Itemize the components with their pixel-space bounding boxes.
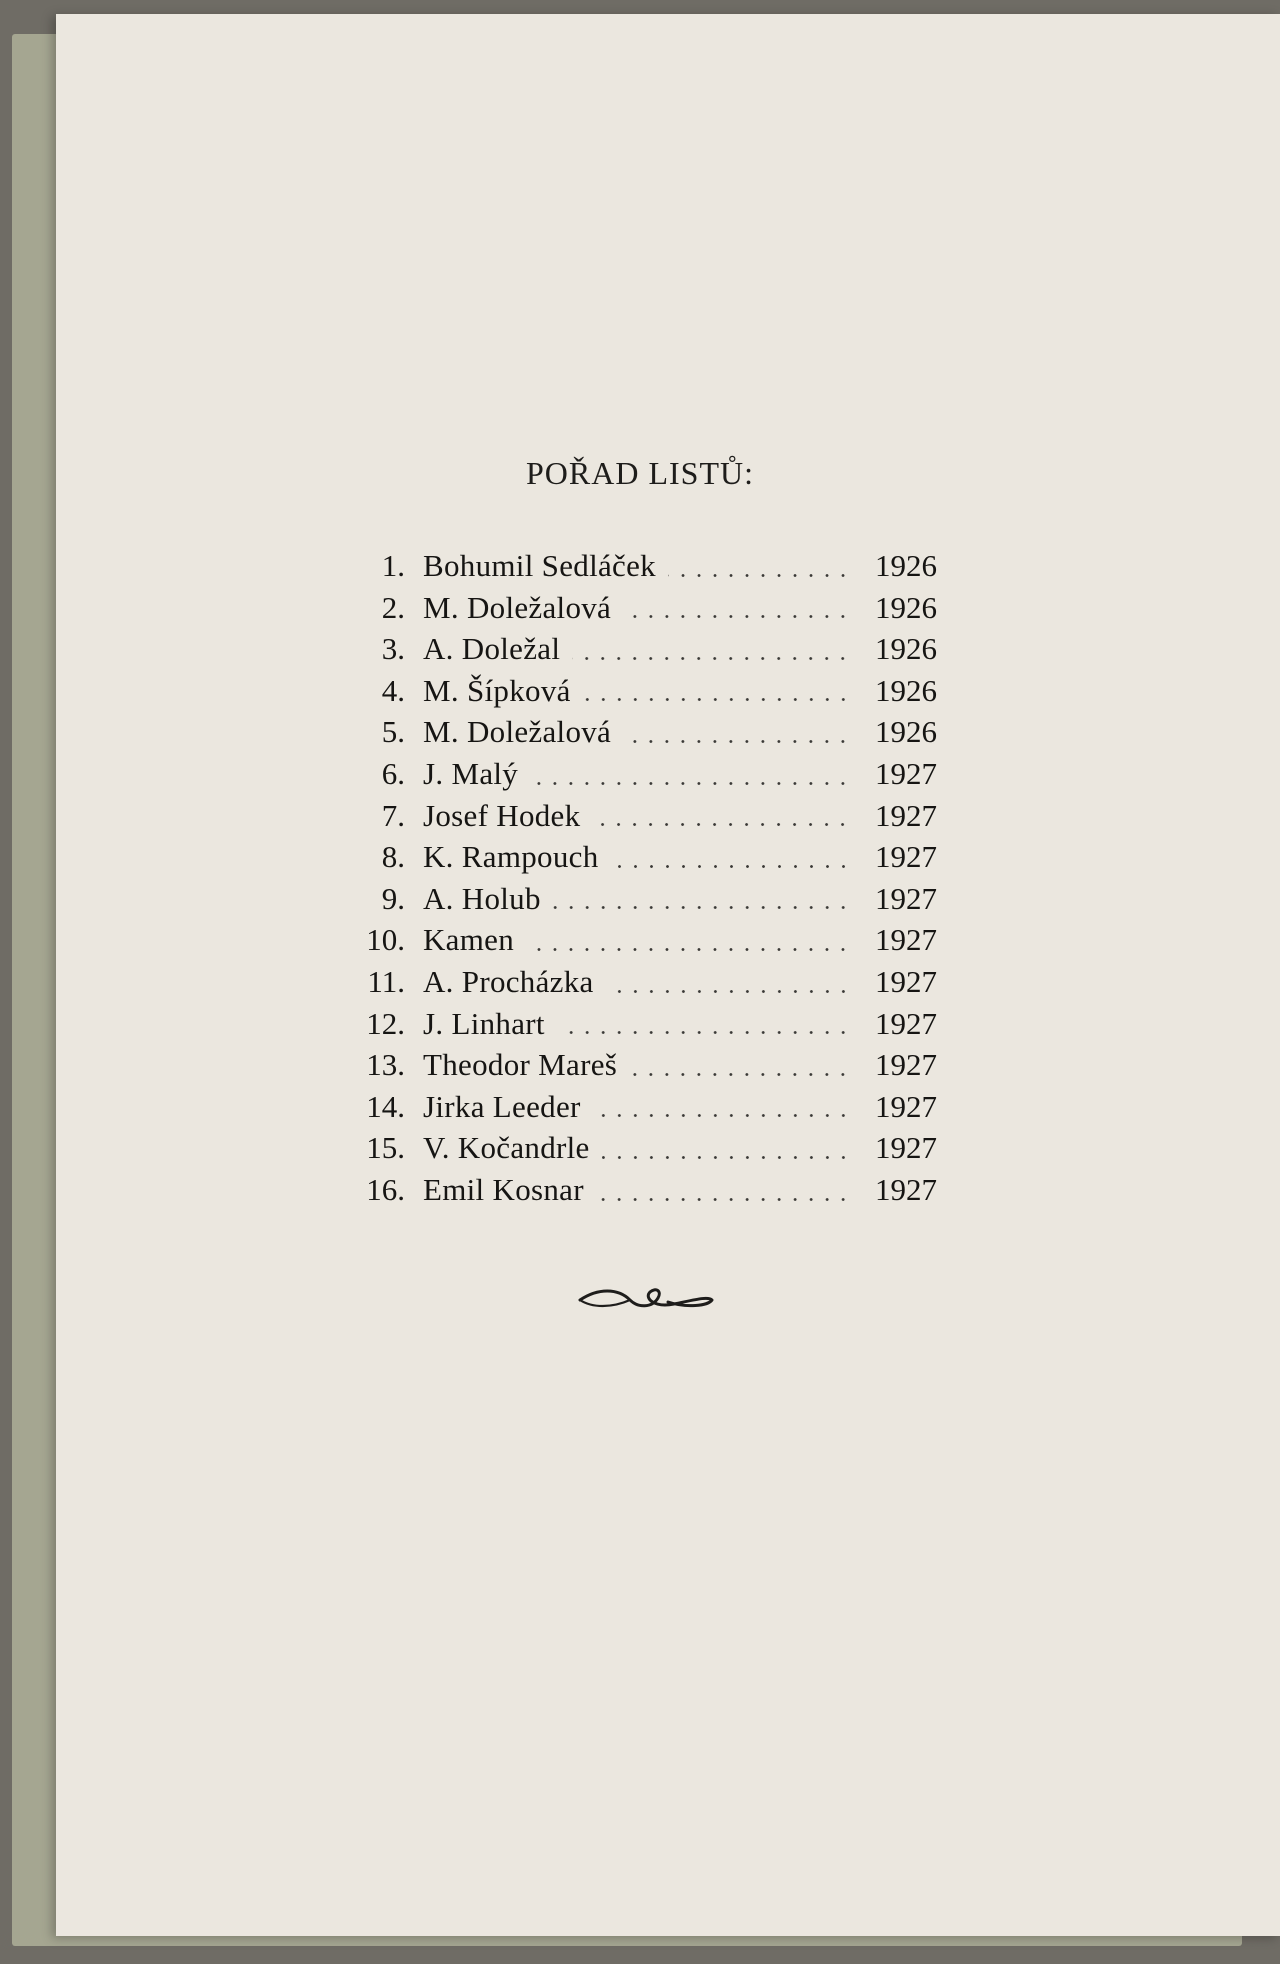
- toc-entry: [355, 795, 937, 837]
- entry-year: 1927: [875, 1088, 937, 1124]
- entry-name: M. Doležalová: [423, 589, 612, 625]
- toc-entry: [355, 753, 937, 795]
- entry-name: V. Kočandrle: [423, 1130, 590, 1166]
- entry-name: A. Procházka: [423, 963, 594, 999]
- entry-year: 1927: [875, 880, 937, 916]
- entry-name: K. Rampouch: [423, 839, 599, 875]
- dot-leader: [668, 574, 851, 577]
- toc-entry: [355, 711, 937, 753]
- page-heading: POŘAD LISTŮ:: [525, 455, 754, 491]
- entry-number: 14.: [366, 1088, 405, 1124]
- entry-year: 1926: [875, 548, 937, 583]
- entry-name: A. Holub: [423, 880, 541, 916]
- entry-year: 1927: [875, 1005, 937, 1041]
- toc-entry: [355, 1003, 937, 1045]
- dot-leader: [623, 615, 851, 618]
- dot-leader: [553, 906, 851, 909]
- toc-entry: [355, 836, 937, 878]
- entry-name: J. Malý: [423, 755, 519, 791]
- entry-number: 10.: [366, 922, 405, 958]
- dot-leader: [526, 948, 851, 951]
- entry-name: Jirka Leeder: [423, 1088, 581, 1124]
- dot-leader: [623, 740, 851, 743]
- entry-name: M. Šípková: [423, 672, 571, 708]
- entry-year: 1926: [875, 589, 937, 625]
- dot-leader: [606, 990, 851, 993]
- entry-name: Kamen: [423, 922, 515, 958]
- toc-entry: [355, 587, 937, 629]
- entry-name: Bohumil Sedláček: [423, 548, 656, 583]
- entry-number: 5.: [381, 714, 405, 750]
- entry-number: 16.: [366, 1171, 405, 1207]
- dot-leader: [592, 823, 851, 826]
- toc-entry: [355, 1044, 937, 1086]
- entry-year: 1927: [875, 963, 937, 999]
- toc-entry: [355, 628, 937, 670]
- toc-entry: [355, 1169, 937, 1211]
- entry-year: 1926: [875, 714, 937, 750]
- entry-year: 1927: [875, 797, 937, 833]
- entry-year: 1926: [875, 631, 937, 667]
- entry-year: 1927: [875, 1171, 937, 1207]
- dot-leader: [583, 698, 851, 701]
- entry-number: 12.: [366, 1005, 405, 1041]
- entry-year: 1926: [875, 672, 937, 708]
- entry-number: 4.: [381, 672, 405, 708]
- entry-year: 1927: [875, 1047, 937, 1083]
- toc-entry: [355, 961, 937, 1003]
- dot-leader: [593, 1114, 851, 1117]
- dot-leader: [596, 1198, 851, 1201]
- dot-leader: [530, 782, 851, 785]
- entry-name: Emil Kosnar: [423, 1171, 584, 1207]
- entry-number: 6.: [381, 755, 405, 791]
- entry-name: Josef Hodek: [423, 797, 581, 833]
- flourish-ornament-icon: [578, 1278, 714, 1316]
- entry-year: 1927: [875, 922, 937, 958]
- entry-year: 1927: [875, 1130, 937, 1166]
- entry-number: 7.: [381, 797, 405, 833]
- entry-name: J. Linhart: [423, 1005, 545, 1041]
- entry-number: 11.: [367, 963, 405, 999]
- entry-number: 9.: [381, 880, 405, 916]
- entry-year: 1927: [875, 839, 937, 875]
- toc-entry: [355, 1086, 937, 1128]
- entry-number: 1.: [381, 548, 405, 583]
- toc-entry: [355, 919, 937, 961]
- entry-name: Theodor Mareš: [423, 1047, 618, 1083]
- dot-leader: [629, 1073, 851, 1076]
- entry-number: 2.: [381, 589, 405, 625]
- entry-number: 8.: [381, 839, 405, 875]
- dot-leader: [611, 865, 852, 868]
- toc-entry: [355, 545, 937, 587]
- entry-year: 1927: [875, 755, 937, 791]
- table-of-contents: [355, 545, 937, 1211]
- entry-number: 13.: [366, 1047, 405, 1083]
- dot-leader: [602, 1156, 851, 1159]
- entry-number: 3.: [381, 631, 405, 667]
- dot-leader: [572, 657, 851, 660]
- entry-name: M. Doležalová: [423, 714, 612, 750]
- dot-leader: [557, 1031, 851, 1034]
- entry-name: A. Doležal: [423, 631, 561, 667]
- toc-entry: [355, 1127, 937, 1169]
- toc-entry: [355, 670, 937, 712]
- toc-entry: [355, 878, 937, 920]
- entry-number: 15.: [366, 1130, 405, 1166]
